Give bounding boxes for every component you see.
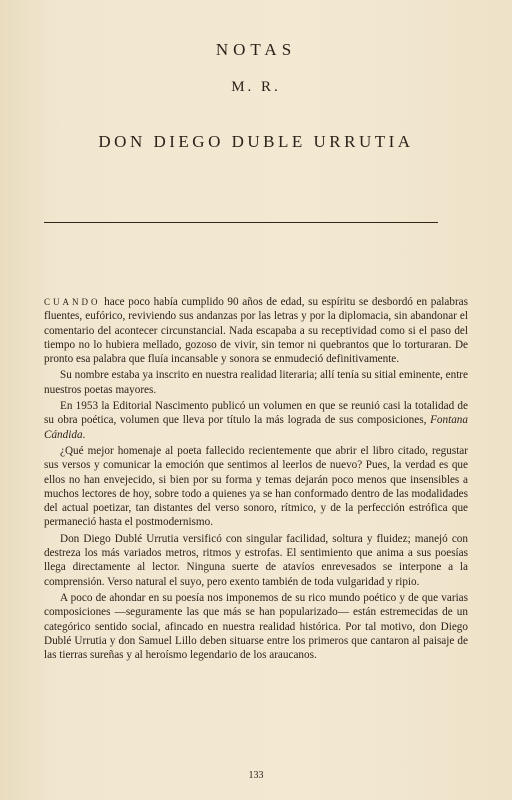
article-title: DON DIEGO DUBLE URRUTIA	[98, 132, 414, 151]
section-heading: NOTAS	[215, 40, 297, 59]
paragraph-3-end: .	[82, 428, 86, 441]
page-number: 133	[248, 770, 264, 781]
paragraph-1-text: hace poco había cumplido 90 años de edad, su espíritu se desbordó en palabras fluentes, eufórico, reviviendo sus andanzas por las letras y por la diplomacia, sin abandonar el comentario del acontecer circunstancial. Nada escapaba a su receptividad como si el paso del tiempo no lo hubiera mellado, gozoso de vivir, sin temor ni quebrantos que lo torturaran. De pronto esa palabra que fluía incansable y sonora se enmudeció definitivamente.	[44, 296, 468, 366]
title-divider	[44, 222, 438, 223]
author-initials: M. R.	[231, 79, 281, 95]
paragraph-4: ¿Qué mejor homenaje al poeta fallecido recientemente que abrir el libro citado, regustar sus versos y comunicar la emoción que sentimos al leerlos de nuevo? Pues, la verdad es que ellos no han envejecido, si bien por su forma y temas dejarán poco menos que insensibles a muchos lectores de hoy, sobre todo a quienes ya se han conformado dentro de las modalidades del actual poetizar, tan distantes del verso sonoro, rítmico, y de la perfección estrófica que permaneció hasta el postmodernismo.	[44, 444, 468, 529]
paragraph-2: Su nombre estaba ya inscrito en nuestra realidad literaria; allí tenía su sitial eminente, entre nuestros poetas mayores.	[44, 369, 468, 396]
paragraph-1	[44, 295, 468, 366]
article-body	[44, 295, 468, 664]
paragraph-5: Don Diego Dublé Urrutia versificó con singular facilidad, soltura y fluidez; manejó con destreza los más variados metros, ritmos y estrofas. El sentimiento que anima a sus poesías llega directamente al lector. Ninguna suerte de atavíos enrevesados se interpone a la comprensión. Verso natural el suyo, pero exento también de toda vulgaridad y ripio.	[44, 532, 468, 588]
paragraph-3	[44, 399, 468, 442]
paragraph-6: A poco de ahondar en su poesía nos imponemos de su rico mundo poético y de que varias composiciones —seguramente las que más se han popularizado— están estremecidas de un categórico sentido social, afincado en nuestra realidad histórica. Por tal motivo, don Diego Dublé Urrutia y don Samuel Lillo deben situarse entre los primeros que cantaron al paisaje de las tierras sureñas y al heroísmo legendario de los araucanos.	[44, 591, 468, 662]
book-title: Fontana Cándida	[44, 414, 468, 441]
paragraph-3-text: En 1953 la Editorial Nascimento publicó un volumen en que se reunió casi la totalidad de su obra poética, volumen que lleva por título la más lograda de sus composiciones,	[44, 400, 468, 427]
opening-word: CUANDO	[44, 297, 101, 307]
